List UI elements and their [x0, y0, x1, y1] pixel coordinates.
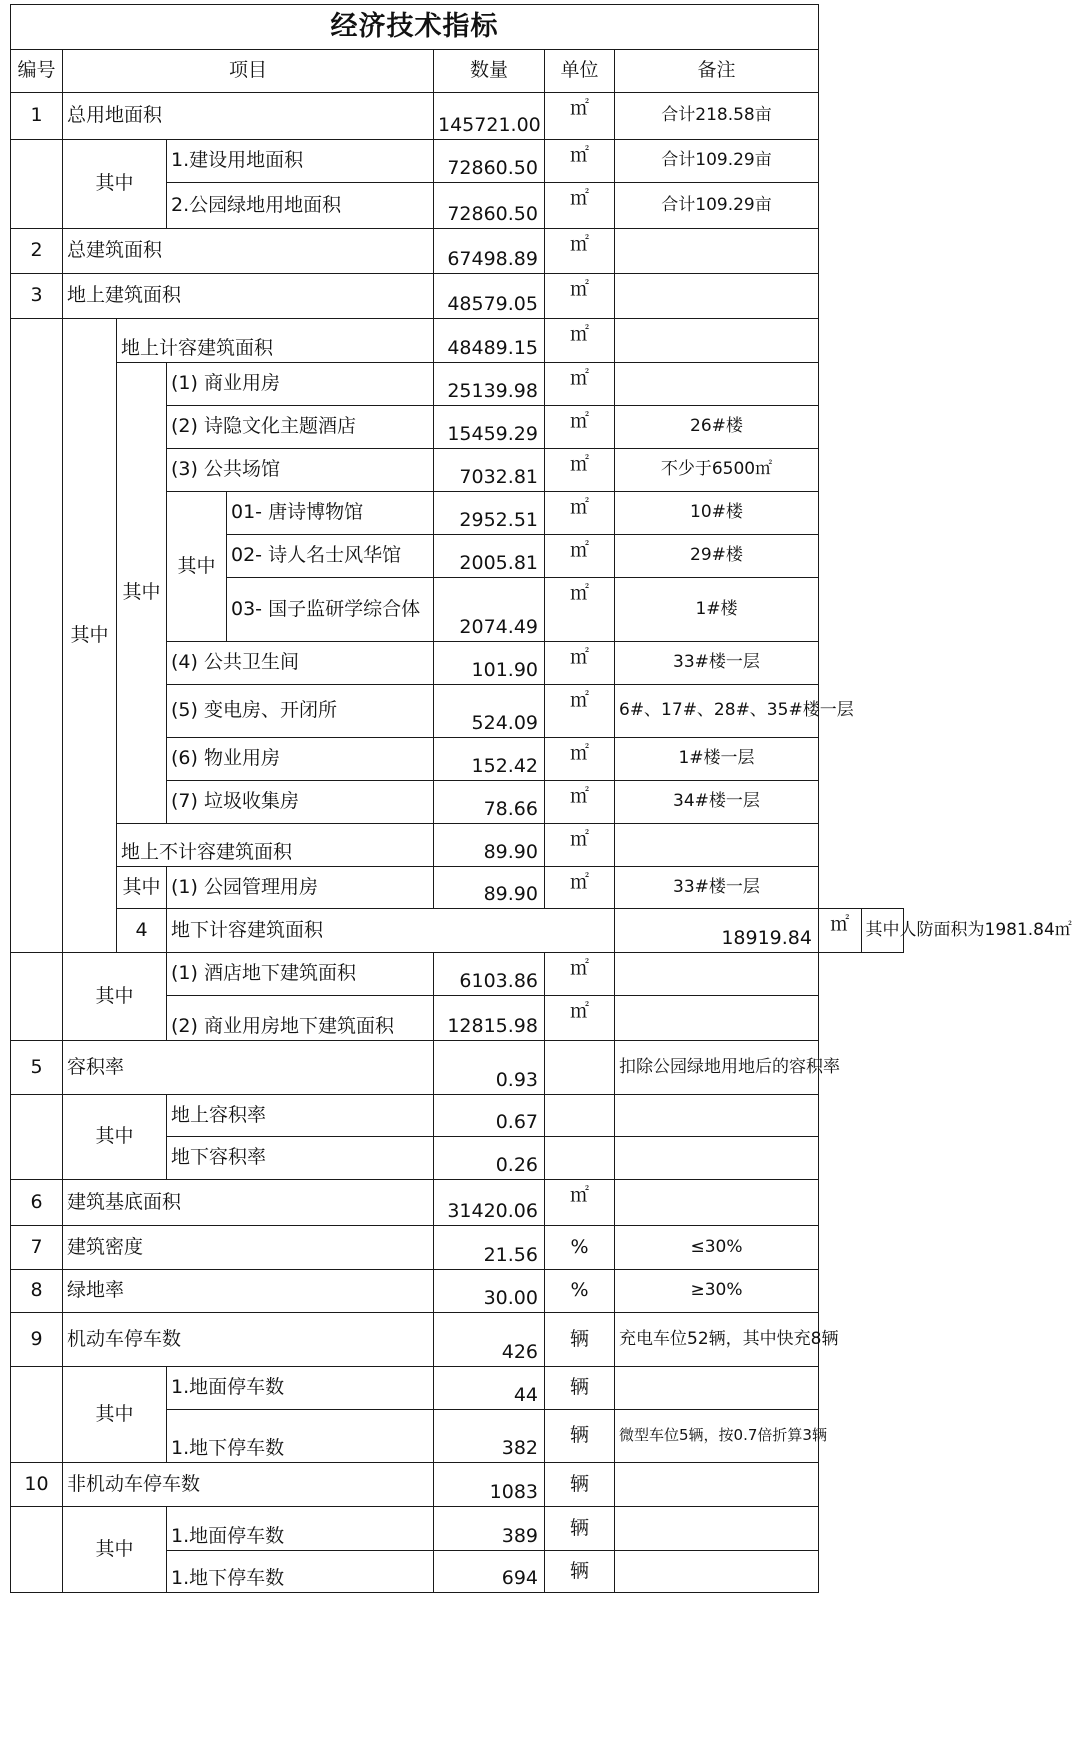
row-unit: 辆 — [545, 1410, 615, 1463]
table-row — [11, 229, 904, 274]
row-item: 1.建设用地面积 — [167, 140, 434, 183]
row-unit: ㎡ — [545, 781, 615, 824]
row-qty: 25139.98 — [434, 363, 545, 406]
row-qty: 78.66 — [434, 781, 545, 824]
table-row — [11, 1041, 904, 1095]
row-qty: 7032.81 — [434, 449, 545, 492]
row-qty: 0.26 — [434, 1137, 545, 1180]
row-item: (2) 诗隐文化主题酒店 — [167, 406, 434, 449]
table-row — [11, 1463, 904, 1507]
row-note: 33#楼一层 — [615, 642, 819, 685]
table-row — [11, 909, 904, 953]
row-unit: ㎡ — [545, 685, 615, 738]
row-item: (1) 商业用房 — [167, 363, 434, 406]
row-note: 充电车位52辆，其中快充8辆 — [615, 1313, 819, 1367]
row-note: ≤30% — [615, 1226, 819, 1270]
header-unit: 单位 — [545, 50, 615, 93]
row-note: 扣除公园绿地用地后的容积率 — [615, 1041, 819, 1095]
table-row — [11, 953, 904, 996]
row-unit — [545, 1095, 615, 1137]
qizhong-label: 其中 — [167, 492, 227, 642]
row-unit: 辆 — [545, 1551, 615, 1593]
qizhong-label: 其中 — [63, 1367, 167, 1463]
row-unit: ㎡ — [545, 140, 615, 183]
row-note: 1#楼 — [615, 578, 819, 642]
row-note — [615, 1137, 819, 1180]
row-qty: 2005.81 — [434, 535, 545, 578]
row-no: 10 — [11, 1463, 63, 1507]
table-row — [11, 319, 904, 363]
row-item: 地上容积率 — [167, 1095, 434, 1137]
row-note — [615, 1507, 819, 1551]
row-note: 其中人防面积为1981.84㎡ — [861, 909, 904, 953]
row-qty: 72860.50 — [434, 140, 545, 183]
row-no-empty — [11, 953, 63, 1041]
row-unit: 辆 — [545, 1507, 615, 1551]
row-note — [615, 363, 819, 406]
row-no: 5 — [11, 1041, 63, 1095]
row-unit: ㎡ — [545, 996, 615, 1041]
row-item: 总用地面积 — [63, 93, 434, 140]
row-unit: ㎡ — [545, 492, 615, 535]
title-row — [11, 5, 904, 50]
row-item: 容积率 — [63, 1041, 434, 1095]
table-row — [11, 1507, 904, 1551]
row-no-empty — [11, 1095, 63, 1180]
row-item: (6) 物业用房 — [167, 738, 434, 781]
row-item: 1.地面停车数 — [167, 1507, 434, 1551]
row-unit: ㎡ — [545, 274, 615, 319]
row-note — [615, 1367, 819, 1410]
row-unit: ㎡ — [545, 1180, 615, 1226]
row-note — [615, 229, 819, 274]
row-unit: ㎡ — [545, 449, 615, 492]
row-item: 地上不计容建筑面积 — [117, 824, 434, 867]
row-item: 1.地面停车数 — [167, 1367, 434, 1410]
qizhong-label: 其中 — [117, 867, 167, 909]
row-note — [615, 1551, 819, 1593]
row-qty: 101.90 — [434, 642, 545, 685]
row-no-empty — [11, 1367, 63, 1463]
row-no-empty — [11, 319, 63, 953]
row-qty: 524.09 — [434, 685, 545, 738]
row-unit: 辆 — [545, 1313, 615, 1367]
row-unit: 辆 — [545, 1463, 615, 1507]
table-row — [11, 1180, 904, 1226]
row-note — [615, 1463, 819, 1507]
row-item: (1) 酒店地下建筑面积 — [167, 953, 434, 996]
table-row — [11, 824, 904, 867]
row-unit — [545, 1041, 615, 1095]
row-item: 地上建筑面积 — [63, 274, 434, 319]
row-item: 总建筑面积 — [63, 229, 434, 274]
qizhong-label: 其中 — [63, 1507, 167, 1593]
row-unit: ㎡ — [545, 578, 615, 642]
row-no: 7 — [11, 1226, 63, 1270]
row-unit: 辆 — [545, 1367, 615, 1410]
row-unit: ㎡ — [545, 953, 615, 996]
row-note — [615, 274, 819, 319]
row-qty: 145721.00 — [434, 93, 545, 140]
row-item: (4) 公共卫生间 — [167, 642, 434, 685]
header-item: 项目 — [63, 50, 434, 93]
row-note: 1#楼一层 — [615, 738, 819, 781]
row-qty: 12815.98 — [434, 996, 545, 1041]
row-qty: 44 — [434, 1367, 545, 1410]
table-row — [11, 1095, 904, 1137]
row-note: 34#楼一层 — [615, 781, 819, 824]
row-unit: ㎡ — [545, 535, 615, 578]
row-unit — [545, 1137, 615, 1180]
table-row — [11, 867, 904, 909]
row-note — [615, 824, 819, 867]
row-qty: 1083 — [434, 1463, 545, 1507]
row-note: 合计109.29亩 — [615, 183, 819, 229]
row-note — [615, 1180, 819, 1226]
qizhong-label: 其中 — [63, 140, 167, 229]
row-item: (7) 垃圾收集房 — [167, 781, 434, 824]
row-item: 建筑基底面积 — [63, 1180, 434, 1226]
row-unit: ㎡ — [545, 319, 615, 363]
row-no-empty — [11, 1507, 63, 1593]
row-item: 地下容积率 — [167, 1137, 434, 1180]
row-item: (3) 公共场馆 — [167, 449, 434, 492]
row-qty: 426 — [434, 1313, 545, 1367]
table-row — [11, 1313, 904, 1367]
row-qty: 67498.89 — [434, 229, 545, 274]
qizhong-label: 其中 — [117, 363, 167, 824]
row-unit: ㎡ — [545, 229, 615, 274]
header-note: 备注 — [615, 50, 819, 93]
row-qty: 89.90 — [434, 824, 545, 867]
row-item: 地上计容建筑面积 — [117, 319, 434, 363]
row-qty: 21.56 — [434, 1226, 545, 1270]
table-row — [11, 93, 904, 140]
table-row — [11, 1367, 904, 1410]
qizhong-label: 其中 — [63, 953, 167, 1041]
row-unit: ㎡ — [545, 363, 615, 406]
indicator-sheet — [10, 4, 1072, 1593]
row-note — [615, 953, 819, 996]
row-note: ≥30% — [615, 1270, 819, 1313]
row-qty: 72860.50 — [434, 183, 545, 229]
row-item: 1.地下停车数 — [167, 1551, 434, 1593]
row-item: 02- 诗人名士风华馆 — [227, 535, 434, 578]
row-note: 26#楼 — [615, 406, 819, 449]
row-qty: 15459.29 — [434, 406, 545, 449]
table-row — [11, 140, 904, 183]
row-no: 3 — [11, 274, 63, 319]
table-row — [11, 363, 904, 406]
row-qty: 6103.86 — [434, 953, 545, 996]
row-note: 不少于6500㎡ — [615, 449, 819, 492]
row-item: 01- 唐诗博物馆 — [227, 492, 434, 535]
row-no: 8 — [11, 1270, 63, 1313]
row-note: 合计109.29亩 — [615, 140, 819, 183]
row-unit: ㎡ — [545, 406, 615, 449]
row-qty: 2074.49 — [434, 578, 545, 642]
row-qty: 389 — [434, 1507, 545, 1551]
row-note: 6#、17#、28#、35#楼一层 — [615, 685, 819, 738]
qizhong-label: 其中 — [63, 319, 117, 953]
row-qty: 48579.05 — [434, 274, 545, 319]
row-qty: 30.00 — [434, 1270, 545, 1313]
row-item: (1) 公园管理用房 — [167, 867, 434, 909]
row-no: 6 — [11, 1180, 63, 1226]
row-item: (5) 变电房、开闭所 — [167, 685, 434, 738]
row-qty: 382 — [434, 1410, 545, 1463]
row-item: 1.地下停车数 — [167, 1410, 434, 1463]
row-qty: 152.42 — [434, 738, 545, 781]
row-unit: ㎡ — [545, 738, 615, 781]
row-note: 合计218.58亩 — [615, 93, 819, 140]
row-unit: ㎡ — [545, 642, 615, 685]
row-unit: % — [545, 1270, 615, 1313]
row-note — [615, 319, 819, 363]
row-note: 33#楼一层 — [615, 867, 819, 909]
row-no-empty — [11, 140, 63, 229]
qizhong-label: 其中 — [63, 1095, 167, 1180]
row-unit: ㎡ — [545, 867, 615, 909]
row-unit: ㎡ — [545, 93, 615, 140]
header-row — [11, 50, 904, 93]
row-item: 机动车停车数 — [63, 1313, 434, 1367]
row-qty: 2952.51 — [434, 492, 545, 535]
header-no: 编号 — [11, 50, 63, 93]
row-unit: % — [545, 1226, 615, 1270]
row-qty: 18919.84 — [615, 909, 819, 953]
row-unit: ㎡ — [545, 183, 615, 229]
row-qty: 31420.06 — [434, 1180, 545, 1226]
row-note: 微型车位5辆，按0.7倍折算3辆 — [615, 1410, 819, 1463]
row-qty: 694 — [434, 1551, 545, 1593]
row-qty: 89.90 — [434, 867, 545, 909]
row-note: 10#楼 — [615, 492, 819, 535]
row-qty: 0.67 — [434, 1095, 545, 1137]
table-row — [11, 274, 904, 319]
row-item: 03- 国子监研学综合体 — [227, 578, 434, 642]
indicator-table — [10, 4, 1072, 1593]
row-item: 非机动车停车数 — [63, 1463, 434, 1507]
table-row — [11, 1270, 904, 1313]
row-item: 地下计容建筑面积 — [167, 909, 615, 953]
row-unit: ㎡ — [819, 909, 862, 953]
row-note: 29#楼 — [615, 535, 819, 578]
row-qty: 0.93 — [434, 1041, 545, 1095]
table-title: 经济技术指标 — [11, 5, 819, 50]
row-unit: ㎡ — [545, 824, 615, 867]
row-item: 绿地率 — [63, 1270, 434, 1313]
table-row — [11, 1226, 904, 1270]
row-item: (2) 商业用房地下建筑面积 — [167, 996, 434, 1041]
row-no: 2 — [11, 229, 63, 274]
row-note — [615, 996, 819, 1041]
row-no: 9 — [11, 1313, 63, 1367]
row-item: 建筑密度 — [63, 1226, 434, 1270]
header-qty: 数量 — [434, 50, 545, 93]
row-qty: 48489.15 — [434, 319, 545, 363]
row-no: 1 — [11, 93, 63, 140]
row-no: 4 — [117, 909, 167, 953]
row-note — [615, 1095, 819, 1137]
row-item: 2.公园绿地用地面积 — [167, 183, 434, 229]
